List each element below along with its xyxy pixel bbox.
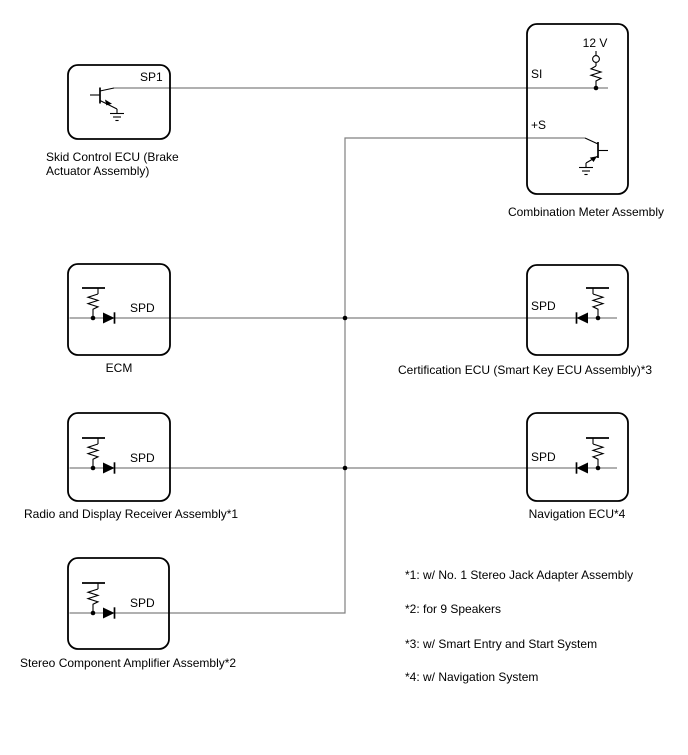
navigation-pin-label: SPD [531,450,556,464]
ecm-caption: ECM [105,361,133,375]
amplifier-pin-label: SPD [130,596,155,610]
footnote-3: *3: w/ Smart Entry and Start System [405,637,598,651]
ground-icon [579,163,593,175]
junction-dot [343,466,348,471]
skid-control-ecu [46,65,179,178]
radio-pin-label: SPD [130,451,155,465]
certification-caption: Certification ECU (Smart Key ECU Assembly)*3 [398,363,653,377]
combination-meter-box [527,24,628,194]
junction-dot [343,316,348,321]
meter-power-label: 12 V [582,36,608,50]
ecm [68,264,170,375]
amplifier-caption: Stereo Component Amplifier Assembly*2 [20,656,237,670]
navigation-caption: Navigation ECU*4 [528,507,626,521]
skid-caption-line2: Actuator Assembly) [46,164,150,178]
skid-caption-line1: Skid Control ECU (Brake [46,150,179,164]
certification-pin-label: SPD [531,299,556,313]
navigation-ecu [527,413,628,521]
meter-pin-s-label: +S [531,118,547,132]
combination-meter [508,24,664,219]
wires [70,88,618,613]
meter-pin-si-label: SI [531,67,543,81]
meter-caption: Combination Meter Assembly [507,205,665,219]
footnotes [405,568,633,684]
ground-icon [110,109,124,121]
radio-receiver [24,413,238,521]
power-resistor-icon [591,51,601,90]
transistor-icon [90,88,124,121]
transistor-icon [579,138,608,175]
skid-pin-label: SP1 [140,70,163,84]
certification-ecu [398,265,652,377]
footnote-1: *1: w/ No. 1 Stereo Jack Adapter Assembly [405,568,634,582]
footnote-2: *2: for 9 Speakers [405,602,502,616]
radio-receiver-box [68,413,170,501]
footnote-4: *4: w/ Navigation System [405,670,539,684]
ecm-pin-label: SPD [130,301,155,315]
ecm-box [68,264,170,355]
stereo-amplifier [20,558,236,670]
radio-caption: Radio and Display Receiver Assembly*1 [24,507,239,521]
